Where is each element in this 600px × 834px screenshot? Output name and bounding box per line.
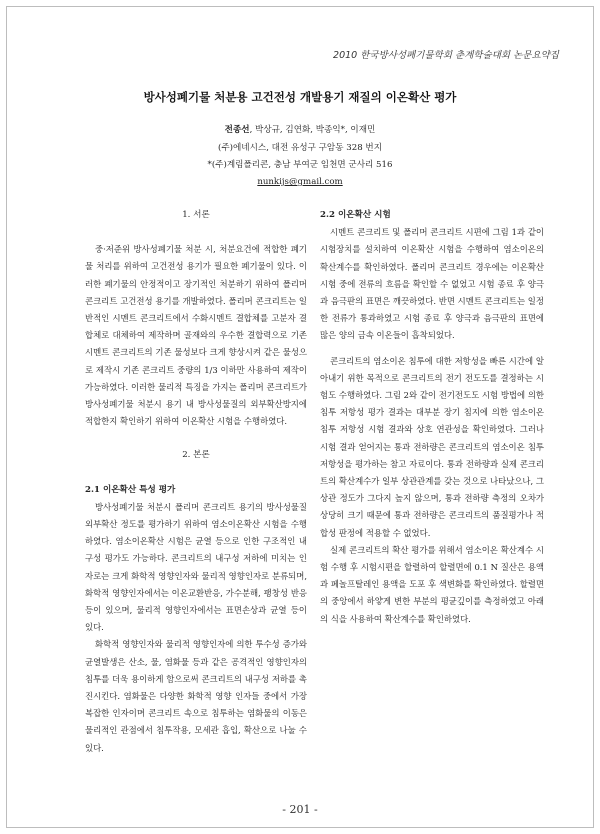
lead-author: 전종선 (224, 125, 250, 135)
body-paragraph: 콘크리트의 염소이온 침투에 대한 저항성을 빠른 시간에 알아내기 위한 목적으로 콘크리트의 전기 전도도를 결정하는 시험도 수행하였다. 그림 2와 같이 전기전도도 시험 방법에 의한 침투 저항성 평가 결과는 대부분 장기 침지에 의한 염소이온 침투 저항성 시험 결과와 상호 연관성을 확인하였다. 그러나 시험 결과 얻어지는 통과 전하량은 콘크리트의 염소이온 침투 저항성을 평가하는 참고 자료이다. 통과 전하량과 실제 콘크리트의 확산계수가 일부 상관관계를 갖는 것으로 나타났으나, 그 상관 정도가 그다지 높지 않으며, 통과 전하량 측정의 오차가 상당히 크기 때문에 통과 전하량은 콘크리트의 품질평가나 적합성 판정에 적용할 수 없었다. (320, 355, 544, 538)
author-email[interactable]: nunkijs@gmail.com (257, 177, 343, 187)
section-heading-body: 2. 본론 (182, 450, 210, 461)
page-number: - 201 - (282, 803, 318, 816)
intro-paragraph: 중·저준위 방사성폐기물 처분 시, 처분요건에 적합한 폐기물 처리를 위하여 고건전성 용기가 필요한 폐기물이 있다. 이러한 폐기물의 안정적이고 장기적인 처분하기 위하여 폴리머 콘크리트 고건전성 용기를 개발하였다. 폴리머 콘크리트는 일반적인 시멘트 콘크리트에서 수화시멘트 결합체를 고분자 결합체로 대체하여 제작하며 골재와의 우수한 결합력으로 기존 시멘트 콘크리트의 기존 물성보다 크게 향상시켜 같은 물성으로 제작시 기존 콘크리트 중량의 1/3 이하만 사용하여 제작이 가능하였다. 이러한 물리적 특징을 가지는 폴리머 콘크리트가 방사성폐기물 처분시 용기 내 방사성물질의 외부확산방지에 적합한지 확인하기 위하여 이온확산 시험을 수행하였다. (85, 244, 307, 427)
body-paragraph: 화학적 영향인자와 물리적 영향인자에 의한 투수성 증가와 균열발생은 산소, 물, 염화물 등과 같은 공격적인 영향인자의 침투를 더욱 용이하게 함으로써 콘크리트의 내구성 저하를 촉진시킨다. 염화물은 다양한 화학적 영향 인자들 중에서 가장 복잡한 인자이며 콘크리트 속으로 침투하는 염화물의 이동은 물리적인 관점에서 침투작용, 모세관 흡입, 확산으로 나눌 수 있다. (85, 639, 307, 753)
subsection-heading-2-1: 2.1 이온확산 특성 평가 (85, 484, 176, 495)
body-paragraph: 실제 콘크리트의 확산 평가를 위해서 염소이온 확산계수 시험 수행 후 시험시편을 할렬하여 할렬면에 0.1 N 질산은 용액과 페놀프탈레인 용액을 도포 후 색변화를 확인하였다. 할렬면의 중앙에서 하얗게 변한 부분의 평균깊이를 측정하였고 아래의 식을 사용하여 확산계수를 확인하였다. (320, 544, 544, 624)
affiliation-2: *(주)계림폴리콘, 충남 부여군 임천면 군사리 516 (207, 160, 393, 170)
paper-page (6, 6, 594, 828)
left-column (85, 207, 307, 757)
section-heading-intro: 1. 서론 (182, 210, 210, 220)
affiliation-1: (주)에네시스, 대전 유성구 구암동 328 번지 (217, 143, 383, 153)
body-paragraph: 방사성폐기물 처분시 폴리머 콘크리트 용기의 방사성물질 외부확산 정도를 평가하기 위하여 염소이온확산 시험을 수행하였다. 염소이온확산 시험은 균열 등으로 인한 구조적인 내구성 평가도 가능하다. 콘크리트의 내구성 저하에 미치는 인자로는 크게 화학적 영향인자와 물리적 영향인자로 분류되며, 화학적 영향인자에서는 이온교환반응, 가수분해, 팽창성 반응 등이 있으며, 물리적 영향인자에서는 표면손상과 균열 등이 있다. (85, 501, 307, 633)
body-paragraph: 시멘트 콘크리트 및 폴리머 콘크리트 시편에 그림 1과 같이 시험장치를 설치하여 이온확산 시험을 수행하여 염소이온의 확산계수를 확인하였다. 폴리머 콘크리트 경우에는 이온확산시험 중에 전류의 흐름을 확인할 수 없었고 시험 종료 후 양극과 음극판의 표면은 깨끗하였다. 반면 시멘트 콘크리트는 일정한 전류가 통과하였고 시험 종료 후 양극과 음극판의 표면에 많은 양의 금속 이온들이 흡착되었다. (320, 227, 544, 341)
paper-title: 방사성폐기물 처분용 고건전성 개발용기 재질의 이온확산 평가 (143, 90, 457, 104)
co-authors: , 박상규, 김연화, 박종익*, 이재민 (249, 125, 376, 135)
running-head: 2010 한국방사성폐기물학회 춘계학술대회 논문요약집 (333, 50, 559, 61)
right-column (320, 207, 544, 628)
author-line (7, 123, 593, 135)
subsection-heading-2-2: 2.2 이온확산 시험 (320, 210, 391, 220)
